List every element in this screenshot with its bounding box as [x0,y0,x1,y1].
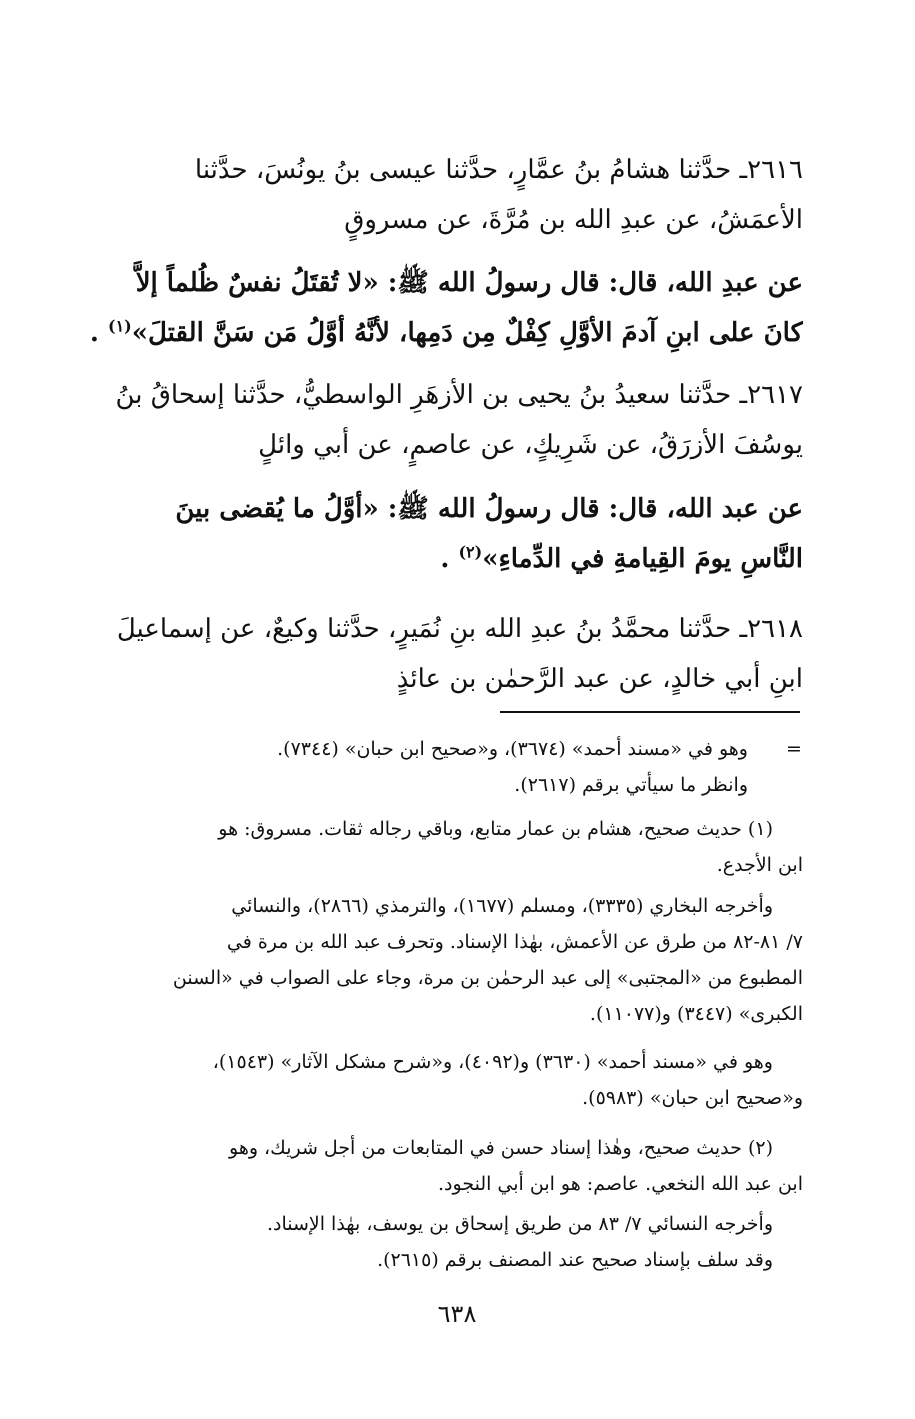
footnote-line: (٢) حديث صحيح، وهٰذا إسناد حسن في المتابعات من أجل شريك، وهو [229,1137,773,1159]
text-line [78,534,803,584]
footnote-line: ٧/ ٨١-٨٢ من طرق عن الأعمش، بهٰذا الإسناد. وتحرف عبد الله بن مرة في [226,931,803,953]
matn-text: النَّاسِ يومَ القِيامةِ في الدِّماءِ» [482,544,803,574]
text-line: الأعمَشُ، عن عبدِ الله بن مُرَّةَ، عن مسروقٍ [344,205,803,235]
text-line: ٢٦١٦ـ حدَّثنا هشامُ بنُ عمَّارٍ، حدَّثنا عيسى بنُ يونُسَ، حدَّثنا [194,155,803,185]
page-number: ٦٣٨ [437,1300,477,1328]
hadith-2616-matn [78,258,803,358]
footnote-1 [78,811,803,883]
continuation-marker: = [786,738,802,760]
text-line: عن عبدِ الله، قال: قال رسولُ الله ﷺ: «لا تُقتَلُ نفسٌ ظُلماً إلاَّ [135,268,803,298]
footnote-line: وهو في «مسند أحمد» (٣٦٧٤)، و«صحيح ابن حبان» (٧٣٤٤). [277,738,748,760]
footnote-1-ahmad [78,1044,803,1116]
text-line: ٢٦١٧ـ حدَّثنا سعيدُ بنُ يحيى بن الأزهَرِ الواسطيُّ، حدَّثنا إسحاقُ بنُ [115,380,803,410]
footnote-continuation [78,731,778,803]
hadith-2616-isnad [78,145,803,245]
footnote-line: (١) حديث صحيح، هشام بن عمار متابع، وباقي رجاله ثقات. مسروق: هو [218,818,773,840]
footnote-line: وانظر ما سيأتي برقم (٢٦١٧). [514,774,748,796]
footnote-2 [78,1130,803,1202]
footnote-line: وأخرجه البخاري (٣٣٣٥)، ومسلم (١٦٧٧)، والترمذي (٢٨٦٦)، والنسائي [231,895,773,917]
footnote-line: وقد سلف بإسناد صحيح عند المصنف برقم (٢٦١٥). [377,1249,773,1271]
footnote-separator [500,711,800,713]
end-mark: . [89,318,108,348]
hadith-2618-isnad [78,604,803,704]
text-line [78,308,803,358]
hadith-2617-matn [78,484,803,584]
footnote-line: ابن الأجدع. [716,854,803,876]
footnote-line: وأخرجه النسائي ٧/ ٨٣ من طريق إسحاق بن يوسف، بهٰذا الإسناد. [266,1213,773,1235]
text-line: يوسُفَ الأزرَقُ، عن شَرِيكٍ، عن عاصمٍ، عن أبي وائلٍ [258,430,803,460]
footnote-ref: (٢) [458,542,483,562]
footnote-ref: (١) [107,316,132,336]
text-line: ابنِ أبي خالدٍ، عن عبد الرَّحمٰن بن عائذٍ [396,664,803,694]
text-line: ٢٦١٨ـ حدَّثنا محمَّدُ بنُ عبدِ الله بنِ نُمَيرٍ، حدَّثنا وكيعٌ، عن إسماعيلَ [116,614,803,644]
footnote-2-takhrij [78,1206,803,1278]
matn-text: كانَ على ابنِ آدمَ الأوَّلِ كِفْلٌ مِن دَمِها، لأنَّهُ أوَّلُ مَن سَنَّ القتلَ» [131,318,803,348]
footnote-1-takhrij [78,888,803,1032]
text-line: عن عبد الله، قال: قال رسولُ الله ﷺ: «أوَّلُ ما يُقضى بينَ [175,494,803,524]
footnote-line: الكبرى» (٣٤٤٧) و(١١٠٧٧). [589,1003,803,1025]
end-mark: . [440,544,459,574]
hadith-2617-isnad [78,370,803,470]
footnote-line: و«صحيح ابن حبان» (٥٩٨٣). [582,1087,803,1109]
footnote-line: المطبوع من «المجتبى» إلى عبد الرحمٰن بن مرة، وجاء على الصواب في «السنن [172,967,803,989]
footnote-line: ابن عبد الله النخعي. عاصم: هو ابن أبي النجود. [438,1173,803,1195]
footnote-line: وهو في «مسند أحمد» (٣٦٣٠) و(٤٠٩٢)، و«شرح مشكل الآثار» (١٥٤٣)، [212,1051,773,1073]
